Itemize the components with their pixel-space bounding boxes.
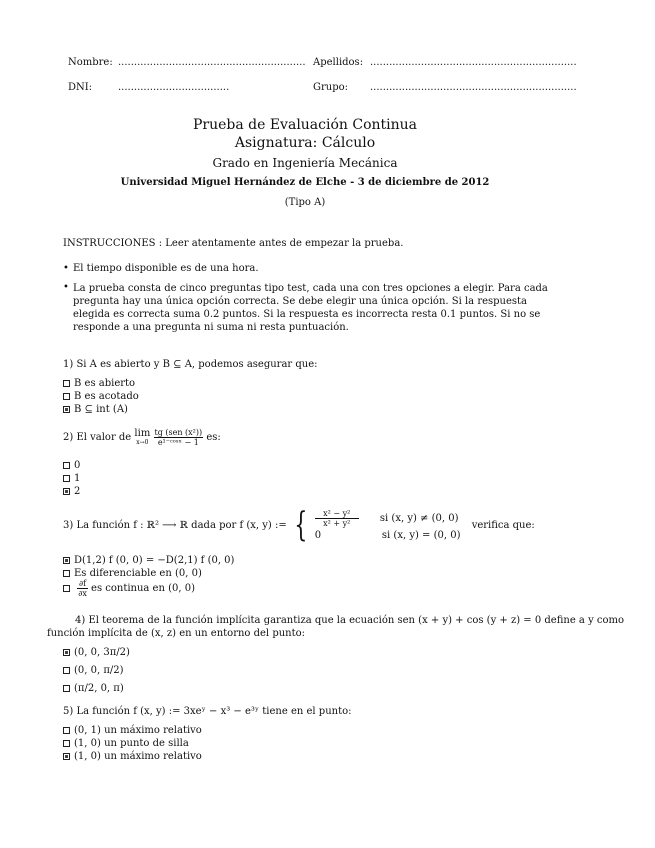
q5-option-2[interactable]: (1, 0) un punto de silla [63,738,189,749]
q2-option-1[interactable]: 0 [63,460,80,471]
q4-option-2[interactable]: (0, 0, π/2) [63,665,124,676]
checkbox-checked[interactable] [63,557,70,564]
nombre-field[interactable]: ........................................................... [118,57,306,68]
exam-title: Prueba de Evaluación Continua [192,117,418,133]
checkbox[interactable] [63,685,70,692]
q2-option-3[interactable]: 2 [63,486,80,497]
apellidos-label: Apellidos: [313,57,364,68]
checkbox-checked[interactable] [63,753,70,760]
checkbox[interactable] [63,393,70,400]
bullet-marker: • [63,282,69,293]
q3-option-3[interactable]: $\frac{\partial f}{\partial x}$ es continua en (0, 0) [63,579,195,598]
checkbox[interactable] [63,740,70,747]
subject-title: Asignatura: Cálculo [234,135,376,151]
exam-type: (Tipo A) [284,197,326,208]
checkbox-checked[interactable] [63,406,70,413]
q3-option-2[interactable]: Es diferenciable en (0, 0) [63,568,202,579]
q1-option-3[interactable]: B ⊆ int (A) [63,404,128,415]
question-2: 2) El valor de lim x→0 $\frac{\text{tg (sen (x²))}}{\text{e¹⁻ᶜᵒˢˣ − 1}}$ es: [63,427,221,447]
question-5: 5) La función f (x, y) := 3xeʸ − x³ − e³ʸ tiene en el punto: [63,706,352,717]
grupo-field[interactable]: ................................................................. [370,82,577,93]
question-4-line-1: 4) El teorema de la función implícita garantiza que la ecuación sen (x + y) + cos (y + z) = 0 define a y como [75,615,625,626]
checkbox-checked[interactable] [63,488,70,495]
grupo-label: Grupo: [313,82,348,93]
question-1: 1) Si A es abierto y B ⊆ A, podemos asegurar que: [63,359,318,370]
checkbox[interactable] [63,585,70,592]
instruction-bullet-1: El tiempo disponible es de una hora. [73,263,259,274]
instructions-line [63,238,403,249]
instructions-heading: INSTRUCCIONES [63,238,156,249]
checkbox[interactable] [63,475,70,482]
checkbox[interactable] [63,727,70,734]
q2-fraction: $\frac{\text{tg (sen (x²))}}{\text{e¹⁻ᶜᵒˢˣ − 1}}$ [154,428,203,447]
apellidos-field[interactable]: ................................................................. [370,57,577,68]
q2-option-2[interactable]: 1 [63,473,80,484]
q5-option-3[interactable]: (1, 0) un máximo relativo [63,751,202,762]
nombre-label: Nombre: [68,57,113,68]
question-3: 3) La función f : ℝ² ⟶ ℝ dada por f (x, y) := { $\frac{\text{x² − y²}}{\text{x² + y²}}$ si (x, y) ≠ (0, 0) 0 si (x, y) = (0, 0) verifica que: [63,505,535,545]
q5-option-1[interactable]: (0, 1) un máximo relativo [63,725,202,736]
bullet-marker: • [63,263,69,274]
instructions-text: : Leer atentamente antes de empezar la prueba. [158,238,404,249]
question-4-line-2: función implícita de (x, z) en un entorno del punto: [47,628,306,639]
dni-field[interactable]: ................................... [118,82,230,93]
checkbox[interactable] [63,462,70,469]
left-brace: { [294,505,308,545]
q1-option-2[interactable]: B es acotado [63,391,139,402]
q4-option-3[interactable]: (π/2, 0, π) [63,683,124,694]
dni-label: DNI: [68,82,93,93]
q4-option-1[interactable]: (0, 0, 3π/2) [63,647,130,658]
degree-title: Grado en Ingeniería Mecánica [212,156,398,170]
checkbox[interactable] [63,667,70,674]
instruction-bullet-2: La prueba consta de cinco preguntas tipo test, cada una con tres opciones a elegir. Para cada pregunta hay una única opción correcta. Se debe elegir una única opción. Si la respuesta elegida es correcta suma 0.2 puntos. Si la respuesta es incorrecta resta 0.1 puntos. Si no se responde a una pregunta ni suma ni resta puntuación. [73,283,548,333]
q1-option-1[interactable]: B es abierto [63,378,135,389]
q3-option-1[interactable]: D(1,2) f (0, 0) = −D(2,1) f (0, 0) [63,555,234,566]
checkbox[interactable] [63,380,70,387]
checkbox[interactable] [63,570,70,577]
checkbox-checked[interactable] [63,649,70,656]
university-date: Universidad Miguel Hernández de Elche - 3 de diciembre de 2012 [120,177,490,188]
